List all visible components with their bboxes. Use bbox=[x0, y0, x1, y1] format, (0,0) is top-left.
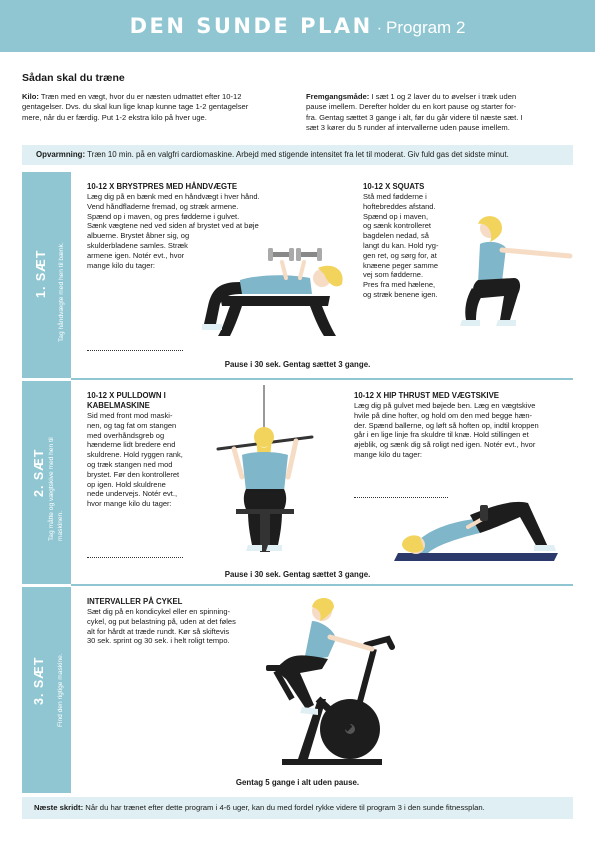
exercise-line: alt for hårdt at træde rundt. Kør så skiftevis bbox=[87, 626, 230, 636]
spinning-bike-illustration bbox=[262, 599, 402, 769]
set-1-pause: Pause i 30 sek. Gentag sættet 3 gange. bbox=[224, 360, 371, 369]
exercise-line: hvor mange kilo du tager: bbox=[87, 499, 172, 509]
exercise-line: Spænd op i maven, og pres fødderne i gulvet. bbox=[87, 211, 240, 221]
intro-heading: Sådan skal du træne bbox=[22, 72, 125, 84]
exercise-line: Læg dig på gulvet med bøjede ben. Læg en vægtskive bbox=[354, 401, 536, 410]
exercise-line: med overhåndsgreb og bbox=[87, 430, 165, 440]
page-title bbox=[0, 14, 595, 38]
exercise-title: 10-12 X SQUATS bbox=[363, 182, 425, 191]
exercise-line: 30 sek. sprint og 30 sek. i helt roligt tempo. bbox=[87, 636, 230, 646]
exercise-title: 10-12 X BRYSTPRES MED HÅNDVÆGTE bbox=[87, 182, 238, 191]
exercise-line: Sænk vægtene ned ved siden af brystet ved at bøje bbox=[87, 221, 259, 231]
kilo-label: Kilo: bbox=[22, 92, 39, 101]
exercise-line: og træk stangen ned mod bbox=[87, 459, 173, 469]
exercise-pulldown bbox=[87, 391, 217, 509]
set-divider bbox=[71, 584, 573, 586]
warmup-box bbox=[22, 145, 573, 165]
note-line bbox=[87, 557, 183, 558]
exercise-line: mange kilo du tager: bbox=[354, 449, 422, 459]
exercise-line: langt du kan. Hold ryg- bbox=[363, 240, 439, 250]
set-2-number: 2. SÆT bbox=[32, 448, 46, 497]
set-2-subtitle: Tag måtte og vægtskive med hen til bbox=[48, 437, 55, 541]
set-3-pause: Gentag 5 gange i alt uden pause. bbox=[235, 778, 360, 787]
set-2-subtitle: maskinen. bbox=[57, 510, 64, 541]
exercise-line: skuldrene. Hold ryggen rank, bbox=[87, 450, 183, 460]
next-step-text: Når du har trænet efter dette program i 4-6 uger, kan du med fordel rykke videre til program 3 i den sunde fitnessplan. bbox=[83, 803, 485, 812]
set-1-number: 1. SÆT bbox=[34, 249, 48, 298]
set-1-panel bbox=[22, 172, 573, 378]
exercise-line: nen, og tag fat om stangen bbox=[87, 420, 177, 430]
set-3-number: 3. SÆT bbox=[32, 656, 46, 705]
exercise-line: og stræk benene igen. bbox=[363, 289, 438, 299]
set-2-side-label bbox=[30, 449, 48, 497]
set-2-pause: Pause i 30 sek. Gentag sættet 3 gange. bbox=[224, 570, 371, 579]
method-line: I sæt 1 og 2 laver du to øvelser i træk uden bbox=[369, 92, 517, 101]
exercise-line: hoftebreddes afstand. bbox=[363, 201, 436, 211]
set-3-subtitle: Find den rigtige maskine. bbox=[57, 653, 64, 727]
exercise-line: brystet. Før den kontrolleret bbox=[87, 469, 180, 479]
exercise-hip-thrust bbox=[354, 391, 572, 460]
exercise-line: Vend håndfladerne fremad, og stræk armene. bbox=[87, 201, 239, 211]
bench-press-illustration bbox=[200, 244, 350, 339]
exercise-line: op igen. Hold skuldrene bbox=[87, 479, 166, 489]
method-line: sæt 3 kører du 5 runder af intervallerne uden pause imellem. bbox=[306, 123, 510, 133]
exercise-line: gen ret, og sørg for, at bbox=[363, 250, 437, 260]
exercise-line: Pres fra med hælene, bbox=[363, 280, 436, 290]
exercise-line: knæene peger samme bbox=[363, 260, 439, 270]
title-subtitle: Program 2 bbox=[386, 18, 466, 37]
set-2-panel bbox=[22, 381, 573, 584]
exercise-line: hvile på dine hofter, og hold om den med begge hæn- bbox=[354, 410, 533, 420]
hip-thrust-illustration bbox=[394, 489, 559, 564]
exercise-line: Sæt dig på en kondicykel eller en spinning- bbox=[87, 607, 231, 616]
exercise-title: KABELMASKINE bbox=[87, 401, 150, 410]
warmup-label: Opvarmning: bbox=[36, 150, 86, 159]
exercise-title: INTERVALLER PÅ CYKEL bbox=[87, 597, 183, 606]
intro-kilo bbox=[22, 92, 288, 123]
exercise-line: der. Spænd ballerne, og løft så hoften op, indtil kroppen bbox=[354, 420, 539, 430]
exercise-line: armene igen. Notér evt., hvor bbox=[87, 250, 185, 260]
intro-method bbox=[306, 92, 572, 134]
exercise-line: og sænk kontrolleret bbox=[363, 221, 431, 231]
kilo-line: gentagelser. Dvs. du skal kun lige knap kunne tage 1-2 gentagelser bbox=[22, 102, 249, 112]
exercise-line: går i en lige linje fra skuldre til knæ. Hold stillingen et bbox=[354, 430, 529, 440]
exercise-line: albuerne. Brystet åbner sig, og bbox=[87, 231, 190, 241]
exercise-line: Spænd op i maven, bbox=[363, 211, 429, 221]
exercise-line: cykel, og put belastning på, uden at det føles bbox=[87, 616, 236, 626]
pulldown-illustration bbox=[212, 385, 317, 560]
kilo-line: Træn med en vægt, hvor du er næsten udmattet efter 10-12 bbox=[38, 92, 242, 101]
header-banner bbox=[0, 0, 595, 52]
next-step-label: Næste skridt: bbox=[34, 803, 84, 812]
kilo-line: mere, når du er færdig. Put 1-2 ekstra kilo på hver uge. bbox=[22, 112, 207, 122]
exercise-line: øjeblik, og sænk dig så roligt ned igen. Notér evt., hvor bbox=[354, 440, 536, 450]
exercise-line: mange kilo du tager: bbox=[87, 260, 155, 270]
exercise-line: Læg dig på en bænk med en håndvægt i hver hånd. bbox=[87, 192, 260, 201]
exercise-line: Sid med front mod maski- bbox=[87, 411, 173, 420]
warmup-text: Træn 10 min. på en valgfri cardiomaskine. Arbejd med stigende intensitet fra let til moderat. Giv fuld gas det sidste minut. bbox=[85, 150, 509, 159]
title-main: DEN SUNDE PLAN bbox=[129, 14, 373, 38]
set-divider bbox=[71, 378, 573, 380]
exercise-title: 10-12 X HIP THRUST MED VÆGTSKIVE bbox=[354, 391, 499, 400]
exercise-line: bagdelen nedad, så bbox=[363, 231, 429, 241]
exercise-line: hænderne lidt bredere end bbox=[87, 440, 176, 450]
exercise-line: skulderbladene samles. Stræk bbox=[87, 240, 188, 250]
set-3-side-sub bbox=[49, 653, 67, 727]
method-line: fra. Gentag sættet 3 gange i alt, før du går videre til næste sæt. I bbox=[306, 112, 523, 122]
next-step-box bbox=[22, 797, 573, 819]
set-1-side-sub bbox=[50, 242, 68, 342]
squat-illustration bbox=[442, 214, 577, 339]
method-line: pause imellem. Derefter holder du en kort pause og starter for- bbox=[306, 102, 517, 112]
set-3-panel bbox=[22, 587, 573, 793]
exercise-title: 10-12 X PULLDOWN I bbox=[87, 391, 166, 400]
set-3-side-label bbox=[30, 657, 48, 705]
exercise-line: vej som fødderne. bbox=[363, 270, 424, 280]
set-1-subtitle: Tag håndvægte med hen til bænk. bbox=[58, 242, 65, 342]
exercise-line: Stå med fødderne i bbox=[363, 192, 427, 201]
note-line bbox=[87, 350, 183, 351]
set-2-side-sub bbox=[47, 437, 65, 541]
title-separator: · bbox=[376, 20, 383, 37]
set-1-side-label bbox=[32, 250, 50, 298]
exercise-line: nede undervejs. Notér evt., bbox=[87, 489, 178, 499]
method-label: Fremgangsmåde: bbox=[306, 92, 370, 101]
